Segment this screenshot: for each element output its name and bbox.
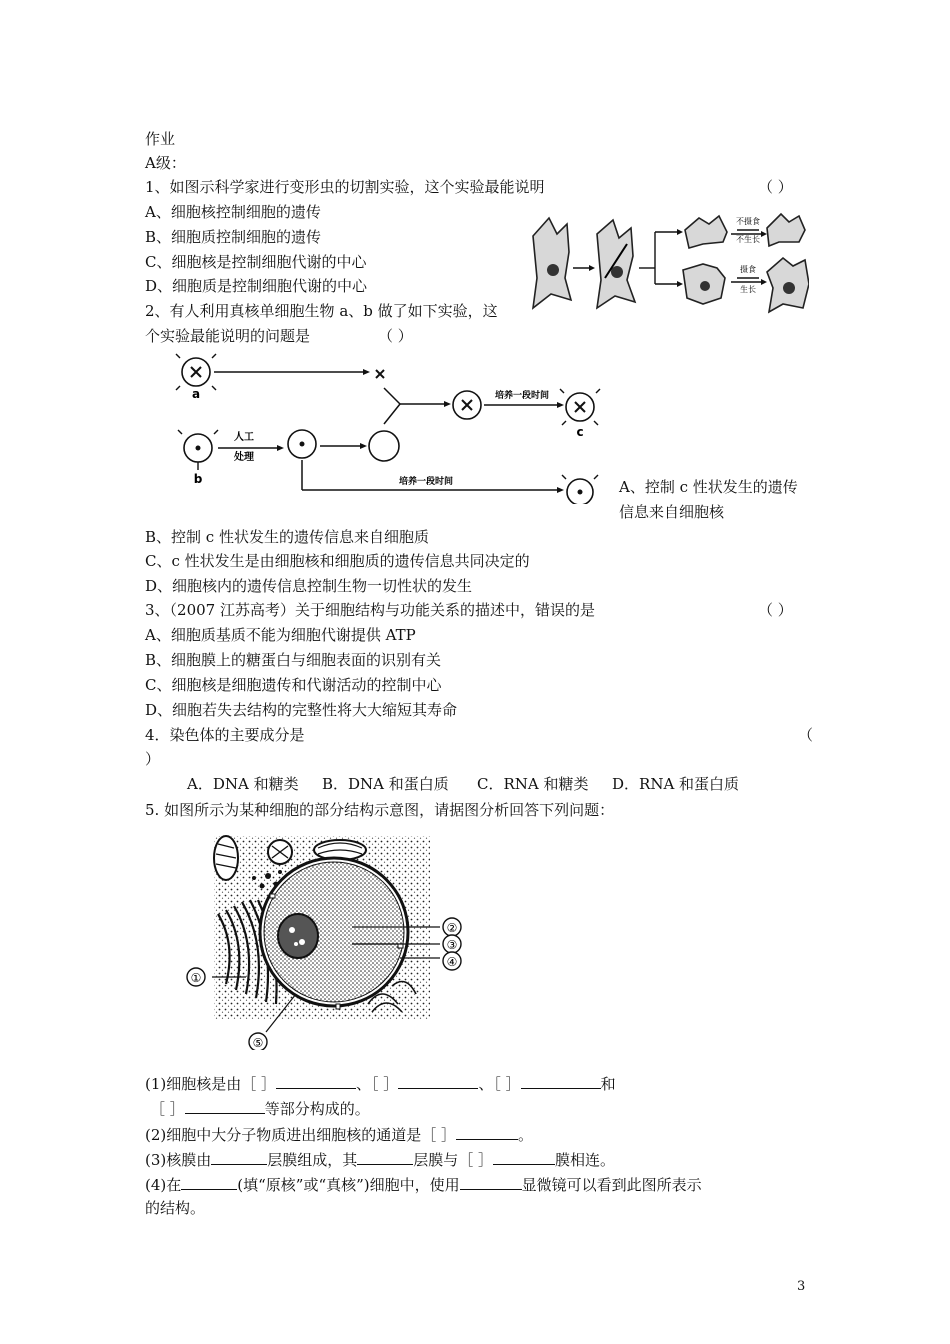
q5-stem: 5. 如图所示为某种细胞的部分结构示意图，请据图分析回答下列问题：: [145, 801, 615, 819]
amoeba-original: [533, 218, 571, 308]
q2-option-a-line2: 信息来自细胞核: [619, 503, 725, 521]
q4-option-b: B．DNA 和蛋白质: [322, 775, 449, 793]
q1-answer-paren: （ ）: [758, 178, 793, 196]
fig1-label-no-eat: 不摄食: [736, 217, 760, 226]
fig2-label-artificial: 人工: [234, 432, 254, 443]
q5-part1-line2: ［ ］ 等部分构成的。: [150, 1100, 370, 1118]
q1-stem: 1、如图示科学家进行变形虫的切割实验，这个实验最能说明: [145, 178, 545, 196]
fig2-label-culture-top: 培养一段时间: [494, 391, 550, 401]
amoeba-enucleated: [685, 216, 727, 248]
q2-option-c: C、c 性状发生是由细胞核和细胞质的遗传信息共同决定的: [145, 552, 530, 570]
q4-paren-close: ）: [145, 750, 161, 768]
nuclear-transfer-figure: [170, 352, 610, 504]
q2-option-d: D、细胞核内的遗传信息控制生物一切性状的发生: [145, 577, 473, 595]
blank-3-2[interactable]: [357, 1149, 413, 1165]
blank-4-1[interactable]: [181, 1174, 237, 1190]
fig2-label-c: c: [576, 425, 584, 439]
blank-1-1[interactable]: [276, 1073, 356, 1089]
q4-option-d: D．RNA 和蛋白质: [612, 775, 740, 793]
label-4: ④: [446, 955, 458, 969]
q3-option-b: B、细胞膜上的糖蛋白与细胞表面的识别有关: [145, 651, 442, 669]
blank-1-4[interactable]: [185, 1098, 265, 1114]
q5-part1-line1: (1)细胞核是由［ ］ 、［ ］ 、［ ］ 和: [145, 1075, 616, 1093]
q1-option-a: A、细胞核控制细胞的遗传: [145, 203, 321, 221]
q2-answer-paren: （ ）: [378, 327, 413, 345]
fig1-label-no-grow: 不生长: [736, 235, 760, 244]
q4-option-c: C．RNA 和糖类: [477, 775, 589, 793]
level-label: A级：: [145, 154, 186, 172]
amoeba-cut: [597, 220, 635, 308]
q3-stem: 3、（2007 江苏高考）关于细胞结构与功能关系的描述中，错误的是: [145, 601, 595, 619]
q2-option-a-line1: A、控制 c 性状发生的遗传: [619, 478, 798, 496]
blank-3-1[interactable]: [211, 1149, 267, 1165]
q2-stem-line2: 个实验最能说明的问题是: [145, 327, 311, 345]
q2-option-b: B、控制 c 性状发生的遗传信息来自细胞质: [145, 528, 429, 546]
blank-1-3[interactable]: [521, 1073, 601, 1089]
label-3: ③: [446, 938, 458, 952]
q4-option-a: A．DNA 和糖类: [187, 775, 299, 793]
blank-1-2[interactable]: [398, 1073, 478, 1089]
fig1-label-eat: 摄食: [740, 265, 756, 274]
q4-paren-open: （: [798, 726, 814, 744]
q1-option-b: B、细胞质控制细胞的遗传: [145, 228, 322, 246]
amoeba-enucleated-result: [767, 214, 805, 246]
q5-part2: (2)细胞中大分子物质进出细胞核的通道是［ ］ 。: [145, 1126, 534, 1144]
q5-part4-line2: 的结构。: [145, 1199, 206, 1217]
fig1-label-grow: 生长: [740, 285, 756, 294]
blank-3-3[interactable]: [493, 1149, 555, 1165]
label-5: ⑤: [252, 1036, 264, 1050]
q2-stem-line1: 2、有人利用真核单细胞生物 a、b 做了如下实验，这: [145, 302, 498, 320]
label-1: ①: [190, 971, 202, 985]
amoeba-cutting-figure: [527, 208, 809, 320]
q3-option-d: D、细胞若失去结构的完整性将大大缩短其寿命: [145, 701, 458, 719]
fig2-label-culture-bottom: 培养一段时间: [398, 477, 454, 487]
q4-stem: 4．染色体的主要成分是: [145, 726, 305, 744]
fig2-label-treat: 处理: [234, 452, 254, 463]
fig2-label-b: b: [193, 472, 203, 486]
q5-part3: (3)核膜由 层膜组成，其 层膜与［ ］ 膜相连。: [145, 1151, 616, 1169]
q1-option-d: D、细胞质是控制细胞代谢的中心: [145, 277, 368, 295]
cell-structure-figure: [176, 834, 470, 1050]
fig2-label-a: a: [191, 387, 201, 401]
label-2: ②: [446, 921, 458, 935]
q1-option-c: C、细胞核是控制细胞代谢的中心: [145, 253, 367, 271]
q3-option-a: A、细胞质基质不能为细胞代谢提供 ATP: [145, 626, 416, 644]
q3-answer-paren: （ ）: [758, 601, 793, 619]
blank-4-2[interactable]: [460, 1174, 522, 1190]
q5-part4: (4)在 (填“原核”或“真核”)细胞中，使用 显微镜可以看到此图所表示: [145, 1176, 702, 1194]
page-number: 3: [797, 1279, 806, 1294]
heading: 作业: [145, 130, 176, 148]
blank-2-1[interactable]: [456, 1124, 518, 1140]
q3-option-c: C、细胞核是细胞遗传和代谢活动的控制中心: [145, 676, 442, 694]
nucleolus: [278, 914, 318, 958]
